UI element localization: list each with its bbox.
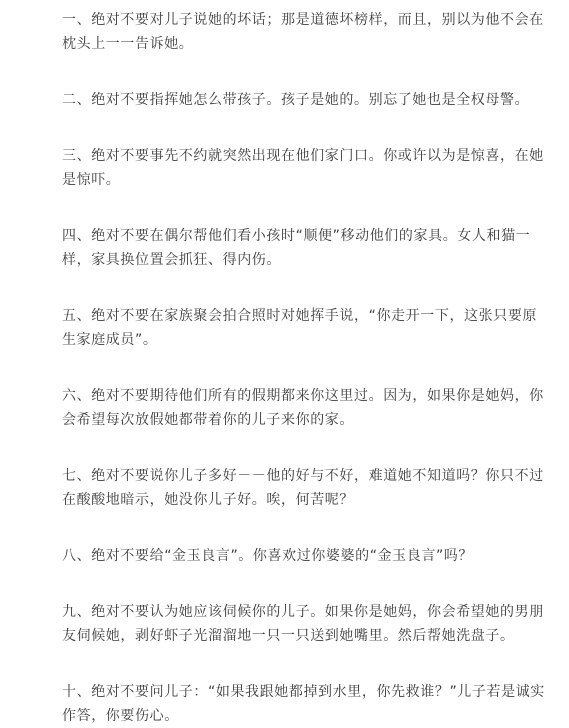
rule-1: 一、绝对不要对儿子说她的坏话；那是道德坏榜样，而且，别以为他不会在枕头上一一告诉她。 <box>62 12 544 52</box>
rule-10: 十、绝对不要问儿子：“如果我跟她都掉到水里，你先救谁？”儿子若是诚实作答，你要伤心。 <box>62 684 545 724</box>
rule-2: 二、绝对不要指挥她怎么带孩子。孩子是她的。别忘了她也是全权母警。 <box>62 92 530 108</box>
rule-8: 八、绝对不要给“金玉良言”。你喜欢过你婆婆的“金玉良言”吗？ <box>62 548 474 564</box>
rule-3: 三、绝对不要事先不约就突然出现在他们家门口。你或许以为是惊喜，在她是惊吓。 <box>62 148 544 188</box>
rule-4: 四、绝对不要在偶尔帮他们看小孩时“顺便”移动他们的家具。女人和猫一样，家具换位置会抓狂、得内伤。 <box>62 228 531 268</box>
rule-5: 五、绝对不要在家族聚会拍合照时对她挥手说，“你走开一下，这张只要原生家庭成员”。 <box>62 308 538 348</box>
rule-7: 七、绝对不要说你儿子多好－－他的好与不好，难道她不知道吗？你只不过在酸酸地暗示，她没你儿子好。唉，何苦呢？ <box>62 468 544 508</box>
rule-9: 九、绝对不要认为她应该伺候你的儿子。如果你是她妈，你会希望她的男朋友伺候她，剥好虾子光溜溜地一只一只送到她嘴里。然后帮她洗盘子。 <box>62 604 544 644</box>
rule-6: 六、绝对不要期待他们所有的假期都来你这里过。因为，如果你是她妈，你会希望每次放假她都带着你的儿子来你的家。 <box>62 388 544 428</box>
